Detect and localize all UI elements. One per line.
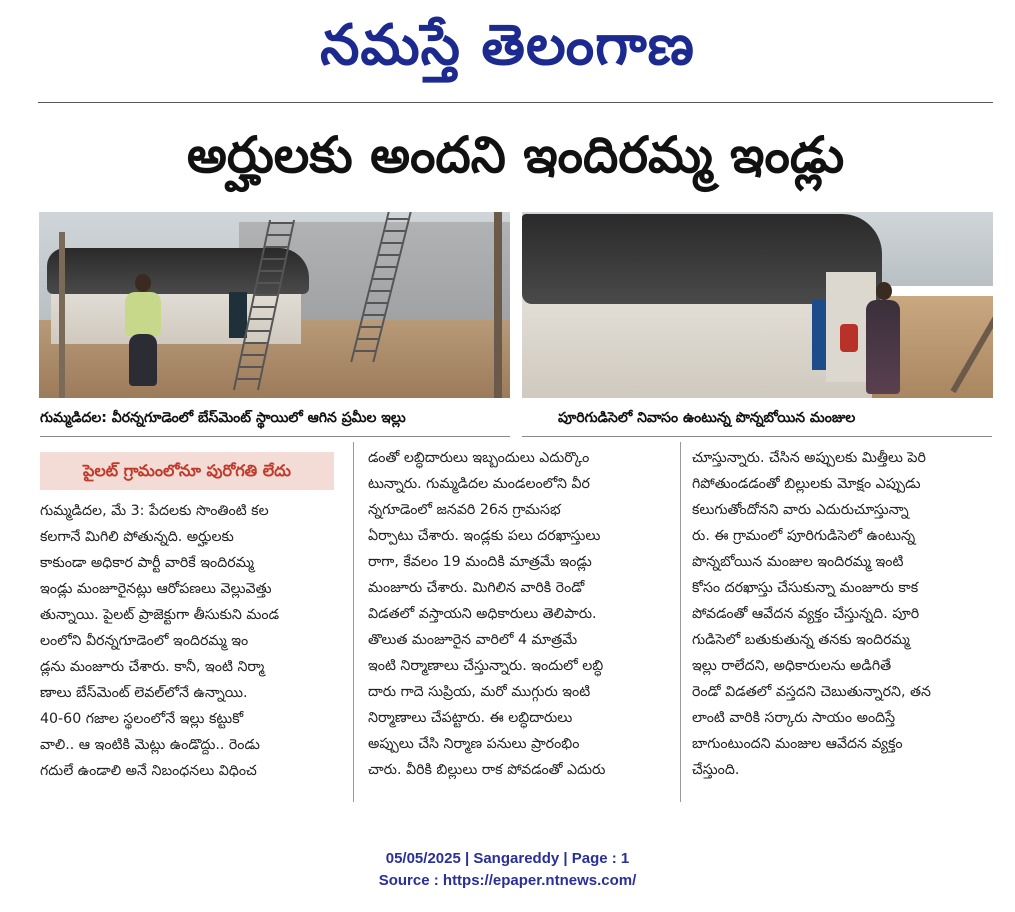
text-line: పోవడంతో ఆవేదన వ్యక్తం చేస్తున్నది. పూరి (692, 606, 920, 622)
text-line: గుడిసెలో బతుకుతున్న తనకు ఇందిరమ్మ (692, 632, 910, 648)
text-line: తొలుత మంజూరైన వారిలో 4 మాత్రమే (368, 632, 578, 648)
text-line: డంతో లబ్ధిదారులు ఇబ్బందులు ఎదుర్కొం (368, 450, 590, 466)
article-headline: అర్హులకు అందని ఇందిరమ్మ ఇండ్లు (186, 126, 845, 184)
article-column-3 (692, 445, 992, 783)
text-line: 40-60 గజాల స్థలంలోనే ఇల్లు కట్టుకో (40, 711, 244, 727)
footer-source: Source : https://epaper.ntnews.com/ (378, 872, 637, 889)
text-line: తున్నాయి. పైలట్ ప్రాజెక్టుగా తీసుకుని మండ (40, 607, 280, 623)
photo-caption-right: పూరిగుడిసెలో నివాసం ఉంటున్న పొన్నబోయిన మంజుల (558, 410, 856, 426)
caption-divider-right (522, 436, 992, 437)
text-line: లాంటి వారికి సర్కారు సాయం అందిస్తే (692, 710, 896, 726)
text-line: కలగానే మిగిలి పోతున్నది. అర్హులకు (40, 529, 234, 545)
text-line: వాలి.. ఆ ఇంటికి మెట్లు ఉండొద్దు.. రెండు (40, 737, 260, 753)
article-column-1 (40, 498, 338, 784)
text-line: అప్పులు చేసి నిర్మాణ పనులు ప్రారంభిం (368, 736, 580, 752)
text-line: గుమ్మడిదల, మే 3: పేదలకు సొంతింటి కల (40, 503, 269, 519)
text-line: ఇండ్లు మంజూరైనట్లు ఆరోపణలు వెల్లువెత్తు (40, 581, 272, 597)
text-line: టున్నారు. గుమ్మడిదల మండలంలోని వీర (368, 476, 590, 492)
newspaper-logo: నమస్తే తెలంగాణ (320, 13, 695, 78)
text-line: గిపోతుండడంతో బిల్లులకు మోక్షం ఎప్పుడు (692, 476, 921, 492)
text-line: బాగుంటుందని మంజుల ఆవేదన వ్యక్తం (692, 736, 903, 752)
text-line: విడతలో వస్తాయని అధికారులు తెలిపారు. (368, 606, 597, 622)
text-line: మంజూరు చేశారు. మిగిలిన వారికి రెండో (368, 580, 585, 596)
text-line: దారు గాదె సుప్రియ, మరో ముగ్గురు ఇంటి (368, 684, 591, 700)
article-column-2 (368, 445, 668, 783)
caption-divider-left (40, 436, 510, 437)
text-line: ఇంటి నిర్మాణాలు చేస్తున్నారు. ఇందులో లబ్ధి (368, 658, 604, 674)
text-line: నిర్మాణాలు చేపట్టారు. ఈ లబ్ధిదారులు (368, 710, 573, 726)
masthead-divider (38, 102, 993, 103)
photo-right (522, 212, 993, 398)
text-line: చేస్తుంది. (692, 762, 740, 778)
photo-caption-left: గుమ్మడిదల: వీరన్నగూడెంలో బేస్‌మెంట్ స్థాయిలో ఆగిన ప్రమీల ఇల్లు (40, 410, 406, 426)
text-line: కోసం దరఖాస్తు చేసుకున్నా మంజూరు కాక (692, 580, 919, 596)
text-line: చారు. వీరికి బిల్లులు రాక పోవడంతో ఎదురు (368, 762, 606, 778)
text-line: గదులే ఉండాలి అనే నిబంధనలు విధించ (40, 763, 257, 779)
text-line: న్నగూడెంలో జనవరి 26న గ్రామసభ (368, 502, 561, 518)
photo-left (39, 212, 510, 398)
text-line: రెండో విడతలో వస్తదని చెబుతున్నారని, తన (692, 684, 931, 700)
text-line: చూస్తున్నారు. చేసిన అప్పులకు మిత్తీలు పెరి (692, 450, 926, 466)
masthead (0, 0, 1015, 100)
text-line: ణాలు బేస్‌మెంట్ లెవల్‌లోనే ఉన్నాయి. (40, 685, 248, 701)
text-line: కాకుండా అధికార పార్టీ వారికే ఇందిరమ్మ (40, 555, 254, 571)
article-subheading: పైలట్ గ్రామంలోనూ పురోగతి లేదు (40, 452, 334, 490)
text-line: రాగా, కేవలం 19 మందికి మాత్రమే ఇండ్లు (368, 554, 592, 570)
text-line: కలుగుతోందోనని వారు ఎదురుచూస్తున్నా (692, 502, 909, 518)
text-line: డ్లను మంజూరు చేశారు. కానీ, ఇంటి నిర్మా (40, 659, 265, 675)
text-line: ఇల్లు రాలేదని, అధికారులను అడిగితే (692, 658, 892, 674)
text-line: పొన్నబోయిన మంజుల ఇందిరమ్మ ఇంటి (692, 554, 904, 570)
text-line: లంలోని వీరన్నగూడెంలో ఇందిరమ్మ ఇం (40, 633, 249, 649)
text-line: ఏర్పాటు చేశారు. ఇండ్లకు పలు దరఖాస్తులు (368, 528, 601, 544)
footer-dateline: 05/05/2025 | Sangareddy | Page : 1 (385, 850, 630, 867)
column-divider (353, 442, 354, 802)
text-line: రు. ఈ గ్రామంలో పూరిగుడిసెలో ఉంటున్న (692, 528, 916, 544)
column-divider (680, 442, 681, 802)
